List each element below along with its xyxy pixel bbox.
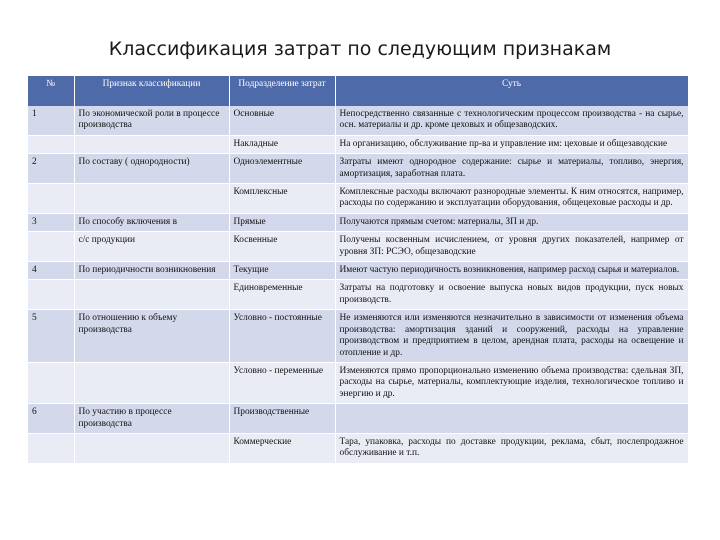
row-essence: Затраты имеют однородное содержание: сырье и материалы, топливо, энергия, амортизация, заработная плата. (335, 154, 688, 184)
row-subdivision: Накладные (229, 135, 335, 153)
row-subdivision: Производственные (229, 404, 335, 434)
row-number (28, 184, 74, 214)
row-essence: На организацию, обслуживание пр-ва и управление им: цеховые и общезаводские (335, 135, 688, 153)
header-feature: Признак классификации (74, 76, 229, 106)
row-subdivision: Основные (229, 106, 335, 135)
row-feature: По составу ( однородности) (74, 154, 229, 184)
row-subdivision: Условно - переменные (229, 362, 335, 403)
row-feature: По способу включения в (74, 213, 229, 231)
row-feature: с/с продукции (74, 232, 229, 262)
header-subdivision: Подразделение затрат (229, 76, 335, 106)
classification-table (28, 76, 689, 464)
row-essence: Получены косвенным исчислением, от уровня других показателей, например от уровня ЗП: РСЭО, общезаводские (335, 232, 688, 262)
row-number: 6 (28, 404, 74, 434)
slide-title: Классификация затрат по следующим признакам (108, 38, 612, 60)
row-number (28, 135, 74, 153)
row-essence: Имеют частую периодичность возникновения, например расход сырья и материалов. (335, 262, 688, 280)
row-subdivision: Условно - постоянные (229, 310, 335, 363)
table-row (28, 262, 688, 280)
row-feature (74, 362, 229, 403)
table-row (28, 232, 688, 262)
row-essence: Комплексные расходы включают разнородные элементы. К ним относятся, например, расходы по содержанию и эксплуатации оборудования, общецеховые расходы и др. (335, 184, 688, 214)
row-feature: По участию в процессе производства (74, 404, 229, 434)
row-number: 1 (28, 106, 74, 135)
row-number (28, 433, 74, 463)
row-feature: По отношению к объему производства (74, 310, 229, 363)
header-number: № (28, 76, 74, 106)
row-feature (74, 184, 229, 214)
row-number (28, 362, 74, 403)
table-row (28, 213, 688, 231)
table-row (28, 362, 688, 403)
row-essence: Не изменяются или изменяются незначительно в зависимости от изменения объема производства: амортизация зданий и сооружений, расходы на управление производством и предприятием в целом, арендная плата, расходы на освещение и отопление и др. (335, 310, 688, 363)
row-number: 3 (28, 213, 74, 231)
table-row (28, 135, 688, 153)
row-number (28, 280, 74, 310)
row-essence: Изменяются прямо пропорционально изменению объема производства: сдельная ЗП, расходы на сырье, материалы, комплектующие изделия, технологическое топливо и энергию и др. (335, 362, 688, 403)
table-row (28, 310, 688, 363)
table-header-row (28, 76, 688, 106)
row-feature (74, 135, 229, 153)
row-number: 4 (28, 262, 74, 280)
row-feature: По экономической роли в процессе производства (74, 106, 229, 135)
table-row (28, 280, 688, 310)
row-subdivision: Косвенные (229, 232, 335, 262)
row-essence: Тара, упаковка, расходы по доставке продукции, реклама, сбыт, послепродажное обслуживание и т.п. (335, 433, 688, 463)
table-row (28, 404, 688, 434)
row-essence (335, 404, 688, 434)
row-feature (74, 433, 229, 463)
row-number: 2 (28, 154, 74, 184)
row-feature: По периодичности возникновения (74, 262, 229, 280)
row-subdivision: Единовременные (229, 280, 335, 310)
row-subdivision: Одноэлементные (229, 154, 335, 184)
row-number (28, 232, 74, 262)
table-row (28, 184, 688, 214)
table-row (28, 154, 688, 184)
row-feature (74, 280, 229, 310)
row-essence: Непосредственно связанные с технологическим процессом производства - на сырье, осн. материалы и др. кроме цеховых и общезаводских. (335, 106, 688, 135)
header-essence: Суть (335, 76, 688, 106)
row-subdivision: Коммерческие (229, 433, 335, 463)
table-row (28, 433, 688, 463)
row-subdivision: Текущие (229, 262, 335, 280)
row-subdivision: Комплексные (229, 184, 335, 214)
row-subdivision: Прямые (229, 213, 335, 231)
table-row (28, 106, 688, 135)
row-essence: Получаются прямым счетом: материалы, ЗП и др. (335, 213, 688, 231)
row-number: 5 (28, 310, 74, 363)
row-essence: Затраты на подготовку и освоение выпуска новых видов продукции, пуск новых производств. (335, 280, 688, 310)
